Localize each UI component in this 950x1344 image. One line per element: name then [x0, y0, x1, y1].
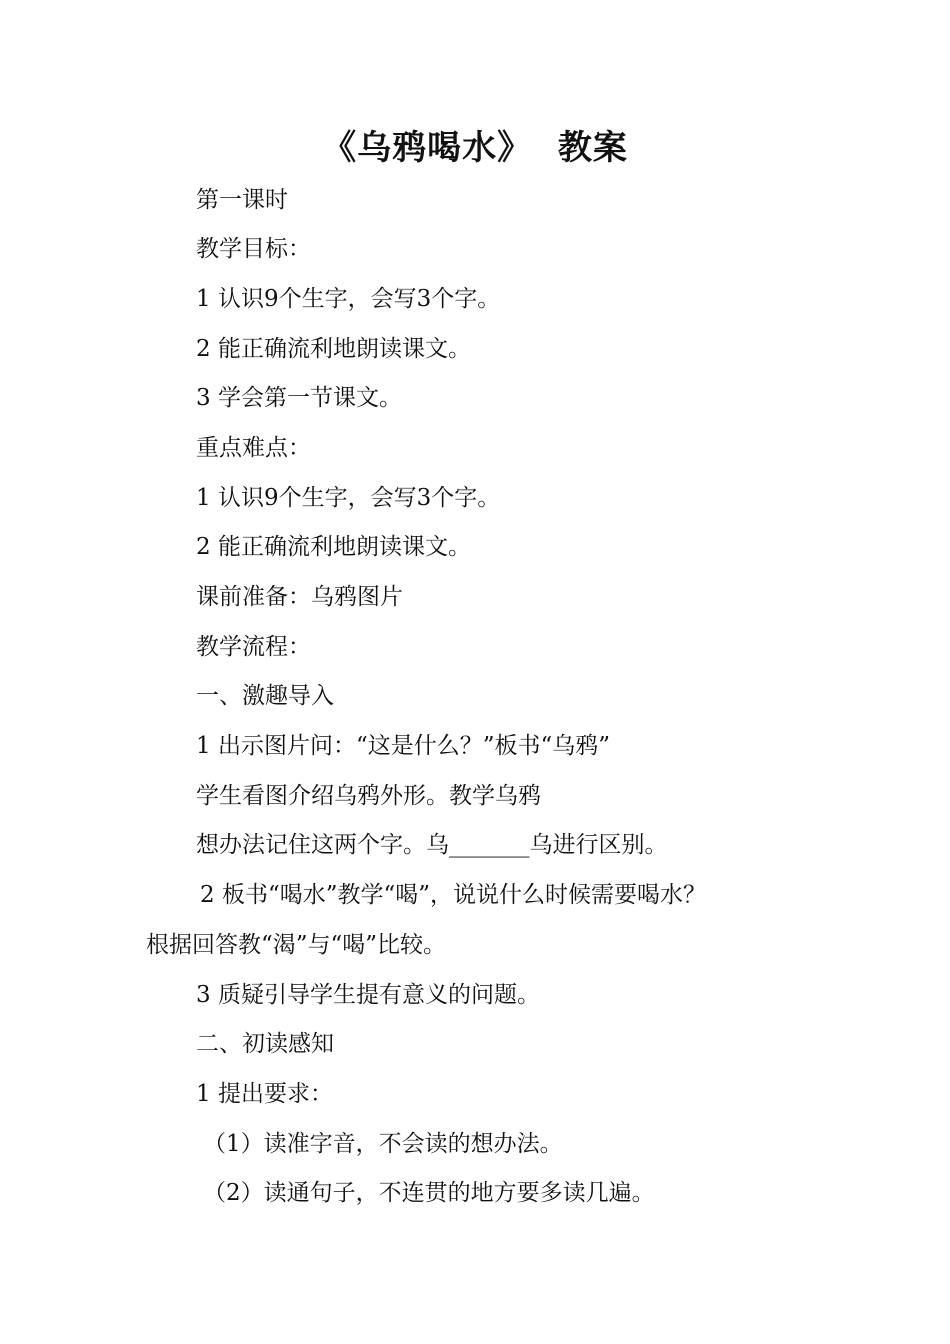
- key-point-item: 2 能正确流利地朗读课文。: [196, 534, 471, 560]
- preparation-line: 课前准备：乌鸦图片: [196, 584, 403, 610]
- key-point-item: 1 认识9个生字，会写3个字。: [196, 485, 501, 511]
- document-title: 《乌鸦喝水》 教案: [322, 128, 628, 168]
- requirement-item: （2）读通句子，不连贯的地方要多读几遍。: [203, 1180, 655, 1206]
- objective-item: 2 能正确流利地朗读课文。: [196, 336, 471, 362]
- procedure-step: 1 出示图片问：“这是什么？”板书“乌鸦”: [196, 733, 610, 759]
- procedure-step: 2 板书“喝水”教学“喝”，说说什么时候需要喝水？: [200, 882, 706, 908]
- procedure-text: 学生看图介绍乌鸦外形。教学乌鸦: [196, 783, 541, 809]
- lesson-period: 第一课时: [196, 187, 288, 213]
- section-heading: 二、初读感知: [196, 1031, 334, 1057]
- objective-item: 1 认识9个生字，会写3个字。: [196, 286, 501, 312]
- section-heading: 一、激趣导入: [196, 683, 334, 709]
- heading-key-points: 重点难点：: [196, 435, 311, 461]
- objective-item: 3 学会第一节课文。: [196, 385, 402, 411]
- heading-objectives: 教学目标：: [196, 236, 311, 262]
- procedure-text: 想办法记住这两个字。乌_______乌进行区别。: [196, 832, 668, 858]
- heading-procedure: 教学流程：: [196, 634, 311, 660]
- procedure-step: 1 提出要求：: [196, 1081, 333, 1107]
- procedure-text: 根据回答教“渴”与“喝”比较。: [146, 932, 447, 958]
- procedure-step: 3 质疑引导学生提有意义的问题。: [196, 982, 540, 1008]
- requirement-item: （1）读准字音，不会读的想办法。: [203, 1131, 563, 1157]
